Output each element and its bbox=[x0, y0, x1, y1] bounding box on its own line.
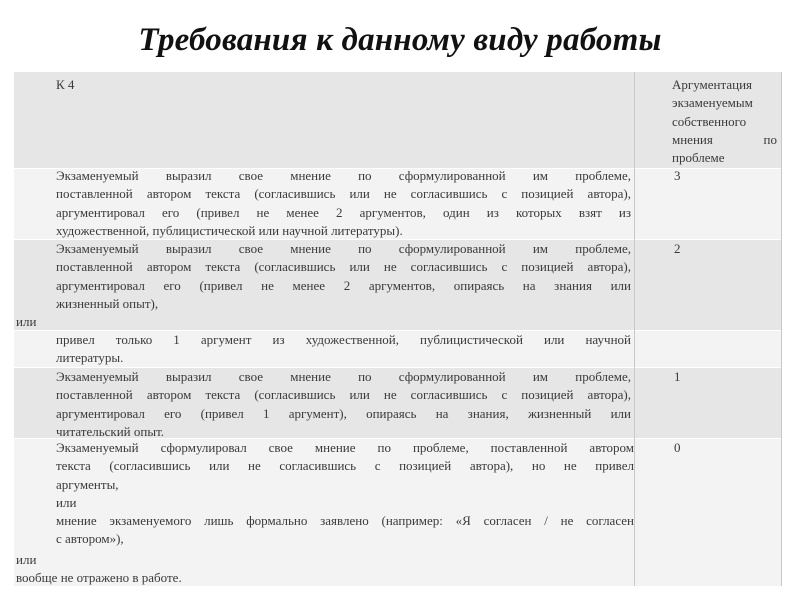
description-line: поставленной автором текста (согласившись или не согласившись с позицией автора), bbox=[56, 186, 631, 202]
header-argument-line: проблеме bbox=[672, 150, 725, 166]
column-divider bbox=[634, 72, 635, 586]
row-2-score-cell bbox=[635, 240, 781, 330]
header-argument-label bbox=[672, 76, 777, 167]
or-label: или bbox=[16, 552, 37, 567]
description-line: художественной, публицистической или научной литературы). bbox=[56, 222, 403, 238]
row-2-score: 2 bbox=[674, 241, 681, 256]
or-label: или bbox=[16, 314, 37, 329]
description-line: Экзаменуемый сформулировал свое мнение по проблеме, поставленной автором bbox=[56, 440, 634, 455]
description-line: Экзаменуемый выразил свое мнение по сформулированной им проблеме, bbox=[56, 241, 631, 256]
description-line: литературы. bbox=[56, 350, 124, 366]
header-argument-line: собственного bbox=[672, 113, 747, 129]
header-argument-line: экзаменуемым bbox=[672, 95, 753, 111]
row-0-score-cell bbox=[635, 439, 781, 586]
row-2-extra-score-cell bbox=[635, 331, 781, 367]
header-argument-line: Аргументация bbox=[672, 77, 753, 92]
row-3-score-cell bbox=[635, 169, 781, 239]
row-2-description bbox=[56, 240, 631, 313]
description-line: мнение экзаменуемого лишь формально заявлено (например: «Я согласен / не согласен bbox=[56, 513, 634, 529]
row-2-extra-description bbox=[56, 331, 631, 368]
description-line: Экзаменуемый выразил свое мнение по сформулированной им проблеме, bbox=[56, 369, 631, 384]
row-1-description bbox=[56, 368, 631, 441]
page-title: Требования к данному виду работы bbox=[138, 22, 662, 58]
header-criterion-label: К 4 bbox=[56, 77, 75, 92]
description-line: Экзаменуемый выразил свое мнение по сформулированной им проблеме, bbox=[56, 168, 631, 183]
table-right-border bbox=[781, 72, 782, 586]
description-line: аргументировал его (привел не менее 2 аргументов, опираясь на знания или bbox=[56, 277, 631, 293]
description-line: поставленной автором текста (согласившись или не согласившись с позицией автора), bbox=[56, 387, 631, 403]
description-line: вообще не отражено в работе. bbox=[16, 570, 182, 585]
description-line: поставленной автором текста (согласившись или не согласившись с позицией автора), bbox=[56, 259, 631, 275]
description-line: с автором»), bbox=[56, 531, 124, 547]
description-line: привел только 1 аргумент из художественной, публицистической или научной bbox=[56, 332, 631, 347]
description-line: текста (согласившись или не согласившись с позицией автора), но не привел bbox=[56, 458, 634, 474]
description-line: жизненный опыт), bbox=[56, 295, 159, 311]
row-3-description bbox=[56, 167, 631, 240]
row-0-description bbox=[56, 439, 634, 549]
row-3-score: 3 bbox=[674, 168, 681, 183]
row-1-score: 1 bbox=[674, 369, 681, 384]
description-line: аргументы, bbox=[56, 476, 119, 492]
row-0-score: 0 bbox=[674, 440, 681, 455]
or-label: или bbox=[56, 494, 77, 510]
description-line: читательский опыт. bbox=[56, 423, 165, 439]
description-line: аргументировал его (привел 1 аргумент), опираясь на знания, жизненный или bbox=[56, 405, 631, 421]
description-line: аргументировал его (привел не менее 2 аргументов, один из которых взят из bbox=[56, 204, 631, 220]
header-criterion-cell bbox=[14, 72, 634, 168]
header-argument-line: мнения по bbox=[672, 131, 777, 147]
row-1-score-cell bbox=[635, 368, 781, 438]
